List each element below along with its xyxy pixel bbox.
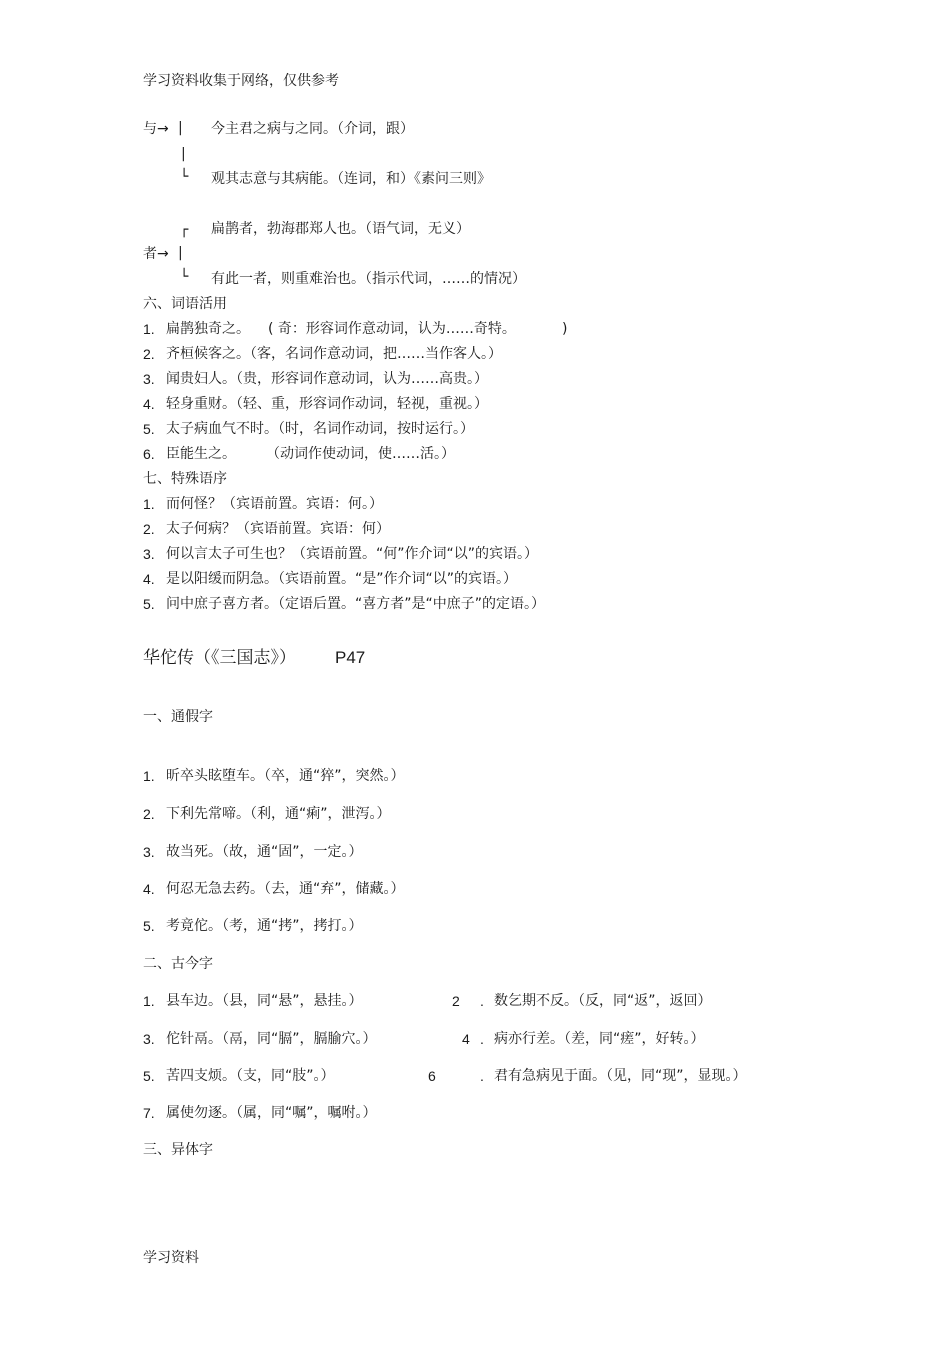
item-text: 君有急病见于面。（见，同“现”，显现。） [494, 1068, 747, 1084]
item-text: 问中庶子喜方者。（定语后置。“喜方者”是“中庶子”的定语。） [166, 596, 546, 612]
yu-label: 与→ [143, 121, 169, 137]
item-text: 佗针鬲。（鬲，同“膈”，膈腧穴。） [166, 1031, 377, 1047]
item-text: 轻身重财。（轻、重，形容词作动词，轻视，重视。） [166, 396, 488, 412]
item-number: 2. [143, 346, 155, 362]
item-number: 2 [452, 993, 460, 1009]
item-number: 4. [143, 881, 155, 897]
item-number: 1. [143, 993, 155, 1009]
item-number: 5. [143, 421, 155, 437]
item-number: 3. [143, 546, 155, 562]
brace-corner-bottom: └ [180, 269, 189, 285]
item-text: 何以言太子可生也？（宾语前置。“何”作介词“以”的宾语。） [166, 546, 539, 562]
section-title-gujin: 二、古今字 [143, 956, 213, 972]
chapter-title: 华佗传（《三国志》） [143, 648, 296, 668]
item-number-dot: . [480, 993, 484, 1009]
item-text: 闻贵妇人。（贵，形容词作意动词，认为……高贵。） [166, 371, 488, 387]
item-text: 县车边。（县，同“悬”，悬挂。） [166, 993, 363, 1009]
page-footer: 学习资料 [143, 1250, 199, 1266]
brace-corner-top: ┌ [180, 222, 189, 238]
brace-bar: | [178, 120, 183, 136]
page-header: 学习资料收集于网络，仅供参考 [143, 73, 339, 89]
item-text: 齐桓候客之。（客，名词作意动词，把……当作客人。） [166, 346, 502, 362]
item-number: 1. [143, 768, 155, 784]
item-number: 4. [143, 396, 155, 412]
item-text: 考竟佗。（考，通“拷”，拷打。） [166, 918, 363, 934]
item-number: 3. [143, 371, 155, 387]
page-reference: P47 [335, 648, 366, 667]
item-note-close: ) [562, 321, 568, 337]
zhe-example-2: 有此一者，则重难治也。（指示代词，……的情况） [211, 271, 526, 287]
item-text: 是以阳缓而阴急。（宾语前置。“是”作介词“以”的宾语。） [166, 571, 518, 587]
item-number: 2. [143, 806, 155, 822]
brace-bar: | [178, 245, 183, 261]
item-text: 何忍无急去药。（去，通“弃”，储藏。） [166, 881, 405, 897]
item-number: 7. [143, 1105, 155, 1121]
item-number: 3. [143, 1031, 155, 1047]
item-number: 5. [143, 596, 155, 612]
item-number-dot: . [480, 1068, 484, 1084]
item-number-dot: . [480, 1031, 484, 1047]
item-number: 1. [143, 321, 155, 337]
yu-example-1: 今主君之病与之同。（介词，跟） [211, 121, 414, 137]
item-number: 2. [143, 521, 155, 537]
yu-example-2: 观其志意与其病能。（连词，和）《素问三则》 [211, 171, 491, 187]
item-text: 太子何病？（宾语前置。宾语：何） [166, 521, 390, 537]
item-text: 下利先常啼。（利，通“痢”，泄泻。） [166, 806, 391, 822]
item-number: 6. [143, 446, 155, 462]
item-text: 而何怪？（宾语前置。宾语：何。） [166, 496, 383, 512]
item-number: 3. [143, 844, 155, 860]
item-text: 数乞期不反。（反，同“返”，返回） [494, 993, 712, 1009]
section-title-wordorder: 七、特殊语序 [143, 471, 227, 487]
zhe-example-1: 扁鹊者，勃海郡郑人也。（语气词，无义） [211, 221, 470, 237]
section-title-tongjia: 一、通假字 [143, 709, 213, 725]
item-text: 太子病血气不时。（时，名词作动词，按时运行。） [166, 421, 474, 437]
item-number: 1. [143, 496, 155, 512]
item-number: 6 [428, 1068, 436, 1084]
brace-corner-bottom: └ [180, 169, 189, 185]
item-text: 扁鹊独奇之。 [166, 321, 250, 337]
section-title-wordusage: 六、词语活用 [143, 296, 227, 312]
item-text: 病亦行差。（差，同“瘥”，好转。） [494, 1031, 705, 1047]
item-note: ( 奇：形容词作意动词，认为……奇特。 [268, 321, 516, 337]
item-text: 苦四支烦。（支，同“肢”。） [166, 1068, 335, 1084]
item-text: 臣能生之。 [166, 446, 236, 462]
item-text: 属使勿逐。（属，同“嘱”，嘱咐。） [166, 1105, 377, 1121]
item-number: 5. [143, 918, 155, 934]
item-number: 4 [462, 1031, 470, 1047]
item-number: 5. [143, 1068, 155, 1084]
brace-bar: | [181, 146, 186, 162]
zhe-label: 者→ [143, 246, 169, 262]
item-note: （动词作使动词，使……活。） [266, 446, 455, 462]
item-number: 4. [143, 571, 155, 587]
item-text: 故当死。（故，通“固”，一定。） [166, 844, 363, 860]
item-text: 昕卒头眩堕车。（卒，通“猝”，突然。） [166, 768, 405, 784]
section-title-yiti: 三、异体字 [143, 1142, 213, 1158]
